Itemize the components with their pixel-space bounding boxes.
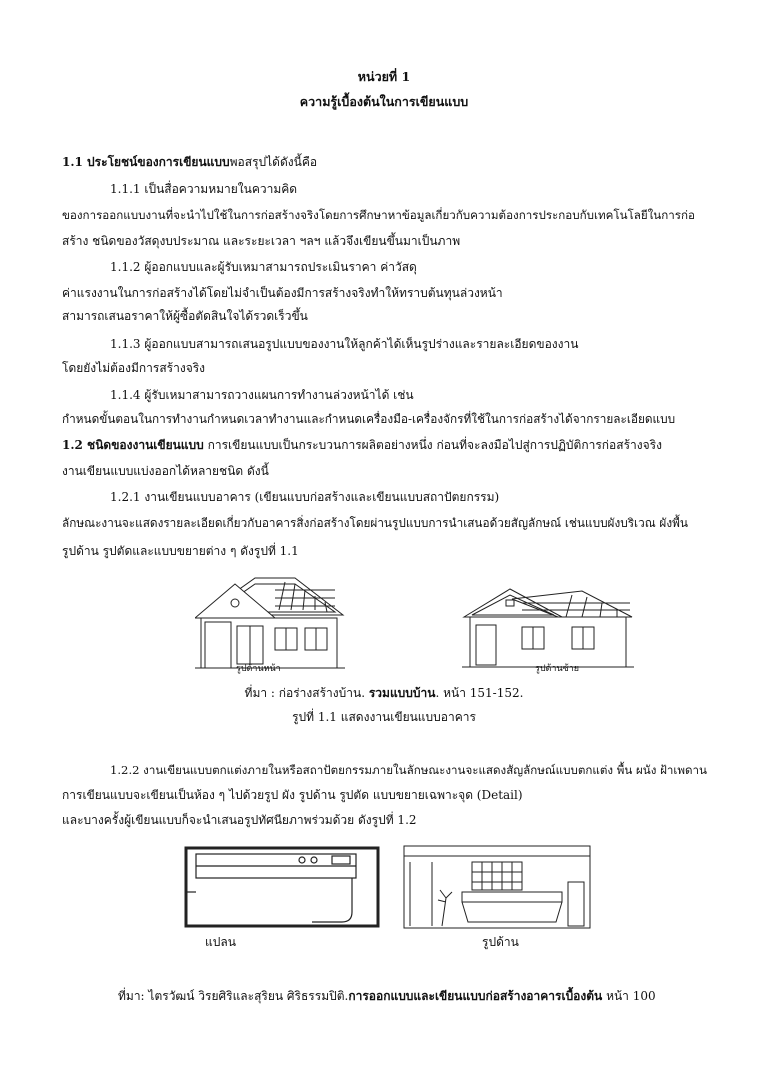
chapter-title: ความรู้เบื้องต้นในการเขียนแบบ bbox=[299, 94, 469, 109]
section-1-2-heading-cont: งานเขียนแบบแบ่งออกได้หลายชนิด ดังนี้ bbox=[62, 464, 269, 478]
figure-1-2-plan bbox=[182, 842, 382, 932]
figure-1-1-source-bold: รวมแบบบ้าน bbox=[368, 686, 436, 700]
section-1-2-heading-rest: การเขียนแบบเป็นกระบวนการผลิตอย่างหนึ่ง ก่อนที่จะลงมือไปสู่การปฏิบัติการก่อสร้างจริง bbox=[203, 438, 662, 452]
para-1-2-1-first: 1.2.1 งานเขียนแบบอาคาร (เขียนแบบก่อสร้างและเขียนแบบสถาปัตยกรรม) bbox=[110, 490, 500, 504]
figure-1-2-label-elevation: รูปด้าน bbox=[482, 935, 519, 949]
para-1-2-2-first: 1.2.2 งานเขียนแบบตกแต่งภายในหรือสถาปัตยกรรมภายในลักษณะงานจะแสดงสัญลักษณ์แบบตกแต่ง พื้น ผนัง ฝ้าเพดาน bbox=[110, 763, 707, 777]
para-1-1-1-line3: สร้าง ชนิดของวัสดุงบประมาณ และระยะเวลา ฯลฯ แล้วจึงเขียนขึ้นมาเป็นภาพ bbox=[62, 234, 461, 248]
para-1-1-2-first: 1.1.2 ผู้ออกแบบและผู้รับเหมาสามารถประเมินราคา ค่าวัสดุ bbox=[110, 260, 417, 274]
section-1-1-heading bbox=[62, 155, 317, 169]
section-1-1-heading-rest: พอสรุปได้ดังนี้คือ bbox=[229, 155, 318, 169]
figure-1-1-source-post: . หน้า 151-152. bbox=[435, 686, 524, 700]
figure-1-2-source-post: หน้า 100 bbox=[602, 989, 656, 1003]
para-1-1-2-line3: สามารถเสนอราคาให้ผู้ซื้อตัดสินใจได้รวดเร็วขึ้น bbox=[62, 309, 308, 323]
para-1-2-2-line2: การเขียนแบบจะเขียนเป็นห้อง ๆ ไปด้วยรูป ผัง รูปด้าน รูปตัด แบบขยายเฉพาะจุด (Detail) bbox=[62, 788, 523, 802]
figure-1-1-source-pre: ที่มา : ก่อร่างสร้างบ้าน. bbox=[244, 686, 369, 700]
figure-1-1-label-side: รูปด้านซ้าย bbox=[535, 664, 580, 674]
para-1-1-4-line2: กำหนดขั้นตอนในการทำงานกำหนดเวลาทำงานและกำหนดเครื่องมือ-เครื่องจักรที่ใช้ในการก่อสร้างได้จากรายละเอียดแบบ bbox=[62, 412, 676, 426]
figure-1-2-source bbox=[118, 989, 656, 1003]
section-1-1-heading-bold: 1.1 ประโยชน์ของการเขียนแบบ bbox=[62, 155, 230, 169]
para-1-1-3-line2: โดยยังไม่ต้องมีการสร้างจริง bbox=[62, 361, 206, 375]
para-1-1-2-line2: ค่าแรงงานในการก่อสร้างได้โดยไม่จำเป็นต้องมีการสร้างจริงทำให้ทราบต้นทุนล่วงหน้า bbox=[62, 286, 503, 300]
figure-1-2-label-plan: แปลน bbox=[205, 935, 236, 949]
para-1-2-2-line3: และบางครั้งผู้เขียนแบบก็จะนำเสนอรูปทัศนียภาพร่วมด้วย ดังรูปที่ 1.2 bbox=[62, 813, 417, 827]
figure-1-1-caption: รูปที่ 1.1 แสดงงานเขียนแบบอาคาร bbox=[292, 710, 476, 724]
figure-1-1-source bbox=[0, 686, 768, 700]
figure-1-1-front-elevation bbox=[195, 570, 345, 675]
section-1-2-heading-bold: 1.2 ชนิดของงานเขียนแบบ bbox=[62, 438, 204, 452]
section-1-2-heading bbox=[62, 438, 662, 452]
figure-1-2-source-pre: ที่มา: ไตรวัฒน์ วิรยศิริและสุริยน ศิริธรรมปิติ. bbox=[118, 989, 349, 1003]
para-1-1-3-first: 1.1.3 ผู้ออกแบบสามารถเสนอรูปแบบของงานให้ลูกค้าได้เห็นรูปร่างและรายละเอียดของงาน bbox=[110, 337, 579, 351]
para-1-2-1-line3: รูปด้าน รูปตัดและแบบขยายต่าง ๆ ดังรูปที่ 1.1 bbox=[62, 544, 299, 558]
figure-1-2-source-bold: การออกแบบและเขียนแบบก่อสร้างอาคารเบื้องต้น bbox=[348, 989, 603, 1003]
figure-1-1-label-front: รูปด้านหน้า bbox=[236, 664, 281, 674]
para-1-2-1-line2: ลักษณะงานจะแสดงรายละเอียดเกี่ยวกับอาคารสิ่งก่อสร้างโดยผ่านรูปแบบการนำเสนอด้วยสัญลักษณ์ เช่นแบบผังบริเวณ ผังพื้น bbox=[62, 516, 688, 530]
para-1-1-4-first: 1.1.4 ผู้รับเหมาสามารถวางแผนการทำงานล่วงหน้าได้ เช่น bbox=[110, 388, 414, 402]
para-1-1-1-line2: ของการออกแบบงานที่จะนำไปใช้ในการก่อสร้างจริงโดยการศึกษาหาข้อมูลเกี่ยวกับความต้องการประกอบกับเทคโนโลยีในการก่อ bbox=[62, 208, 695, 222]
unit-title: หน่วยที่ 1 bbox=[357, 69, 411, 84]
figure-1-2-elevation bbox=[402, 842, 592, 932]
para-1-1-1-first: 1.1.1 เป็นสื่อความหมายในความคิด bbox=[110, 182, 298, 196]
